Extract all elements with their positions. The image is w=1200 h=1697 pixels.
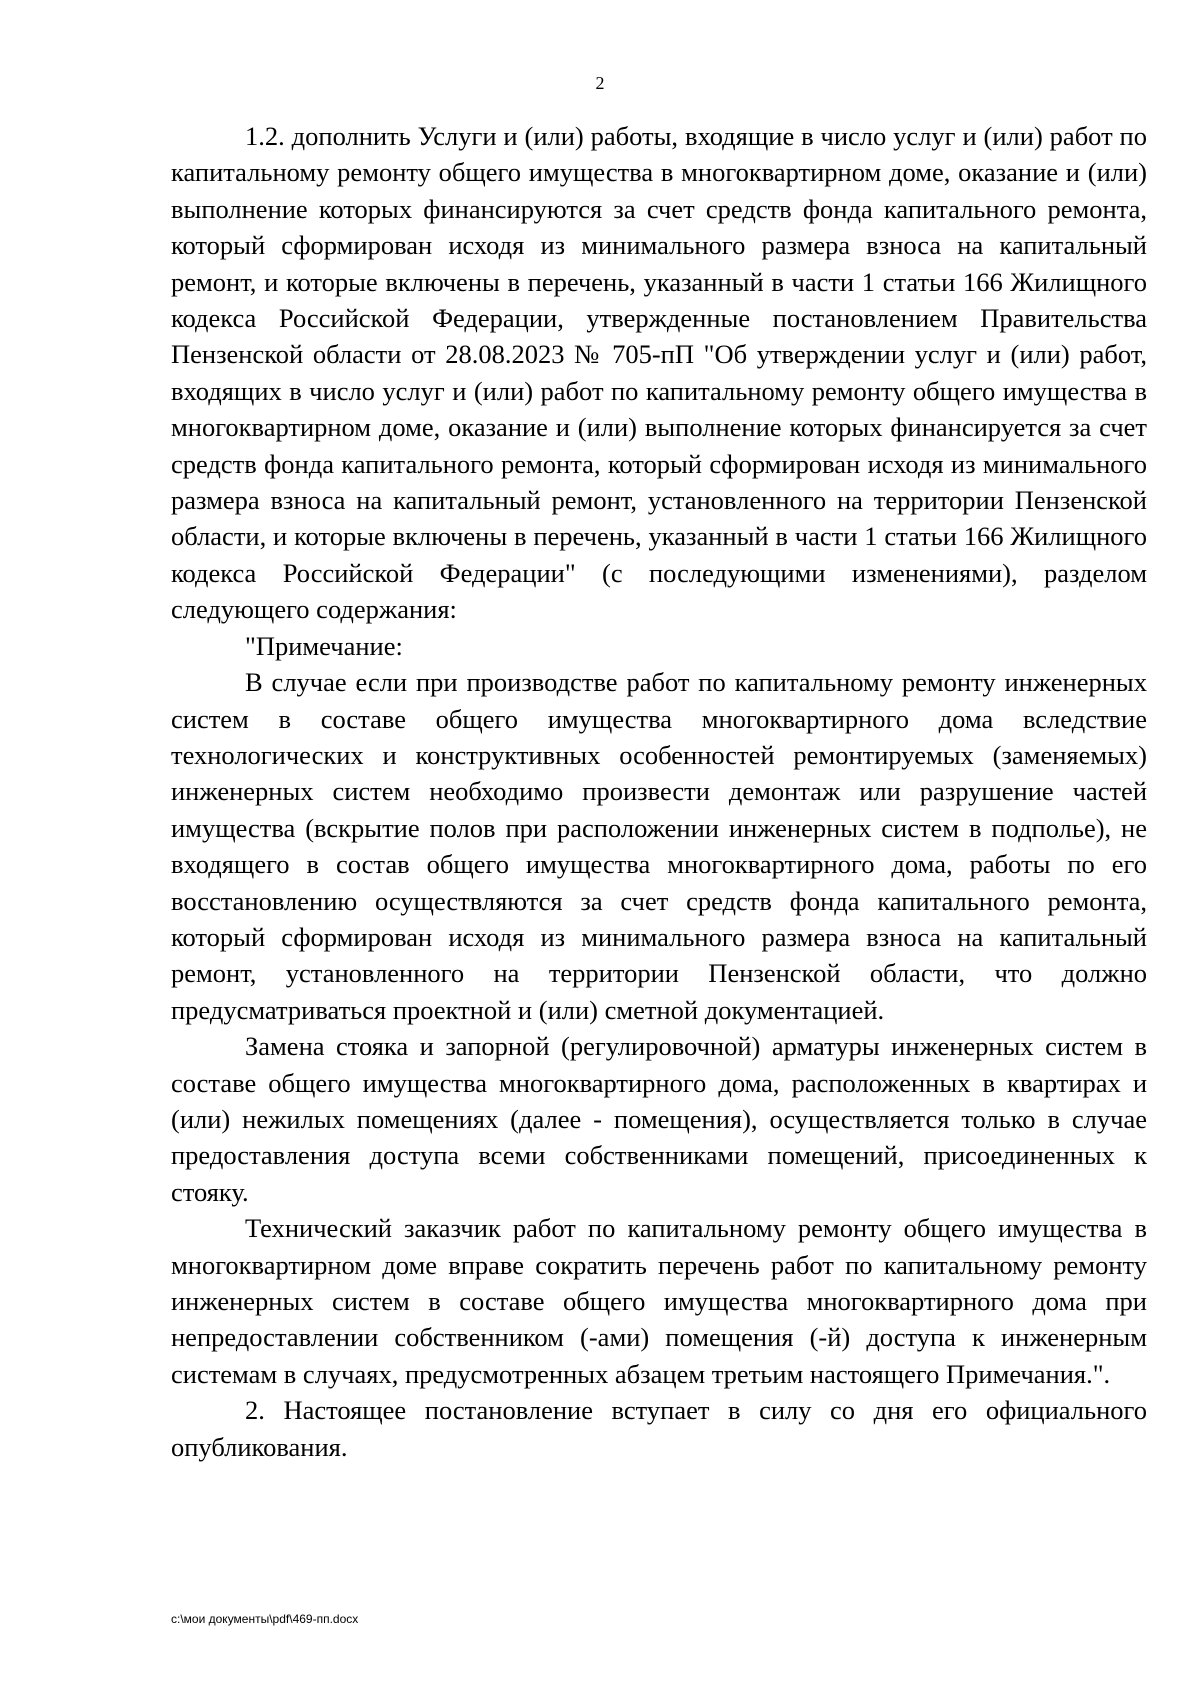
paragraph-note-dismantling: В случае если при производстве работ по капитальному ремонту инженерных систем в составе общего имущества многоквартирного дома вследствие технологических и конструктивных особенностей ремонтируемых (заменяемых) инженерных систем необходимо произвести демонтаж или разрушение частей имущества (вскрытие полов при расположении инженерных систем в подполье), не входящего в состав общего имущества многоквартирного дома, работы по его восстановлению осуществляются за счет средств фонда капитального ремонта, который сформирован исходя из минимального размера взноса на капитальный ремонт, установленного на территории Пензенской области, что должно предусматриваться проектной и (или) сметной документацией.	[171, 667, 1147, 1025]
paragraph-1-2-amendment: 1.2. дополнить Услуги и (или) работы, входящие в число услуг и (или) работ по капитальному ремонту общего имущества в многоквартирном доме, оказание и (или) выполнение которых финансируются за счет средств фонда капитального ремонта, который сформирован исходя из минимального размера взноса на капитальный ремонт, и которые включены в перечень, указанный в части 1 статьи 166 Жилищного кодекса Российской Федерации, утвержденные постановлением Правительства Пензенской области от 28.08.2023 № 705-пП "Об утверждении услуг и (или) работ, входящих в число услуг и (или) работ по капитальному ремонту общего имущества в многоквартирном доме, оказание и (или) выполнение которых финансируется за счет средств фонда капитального ремонта, который сформирован исходя из минимального размера взноса на капитальный ремонт, установленного на территории Пензенской области, и которые включены в перечень, указанный в части 1 статьи 166 Жилищного кодекса Российской Федерации" (с последующими изменениями), разделом следующего содержания:	[171, 121, 1147, 625]
footer-file-path: c:\мои документы\pdf\469-пп.docx	[171, 1612, 359, 1626]
page-number: 2	[595, 73, 605, 93]
paragraph-note-heading: "Примечание:	[245, 630, 403, 661]
paragraph-note-technical-customer: Технический заказчик работ по капитальному ремонту общего имущества в многоквартирном доме вправе сократить перечень работ по капитальному ремонту инженерных систем в составе общего имущества многоквартирного дома при непредоставлении собственником (-ами) помещения (-й) доступа к инженерным системам в случаях, предусмотренных абзацем третьим настоящего Примечания.".	[171, 1213, 1147, 1389]
paragraph-note-riser-replacement: Замена стояка и запорной (регулировочной) арматуры инженерных систем в составе общего имущества многоквартирного дома, расположенных в квартирах и (или) нежилых помещениях (далее - помещения), осуществляется только в случае предоставления доступа всеми собственниками помещений, присоединенных к стояку.	[171, 1031, 1147, 1207]
paragraph-2-entry-into-force: 2. Настоящее постановление вступает в силу со дня его официального опубликования.	[171, 1395, 1147, 1462]
document-body	[171, 118, 1147, 1465]
